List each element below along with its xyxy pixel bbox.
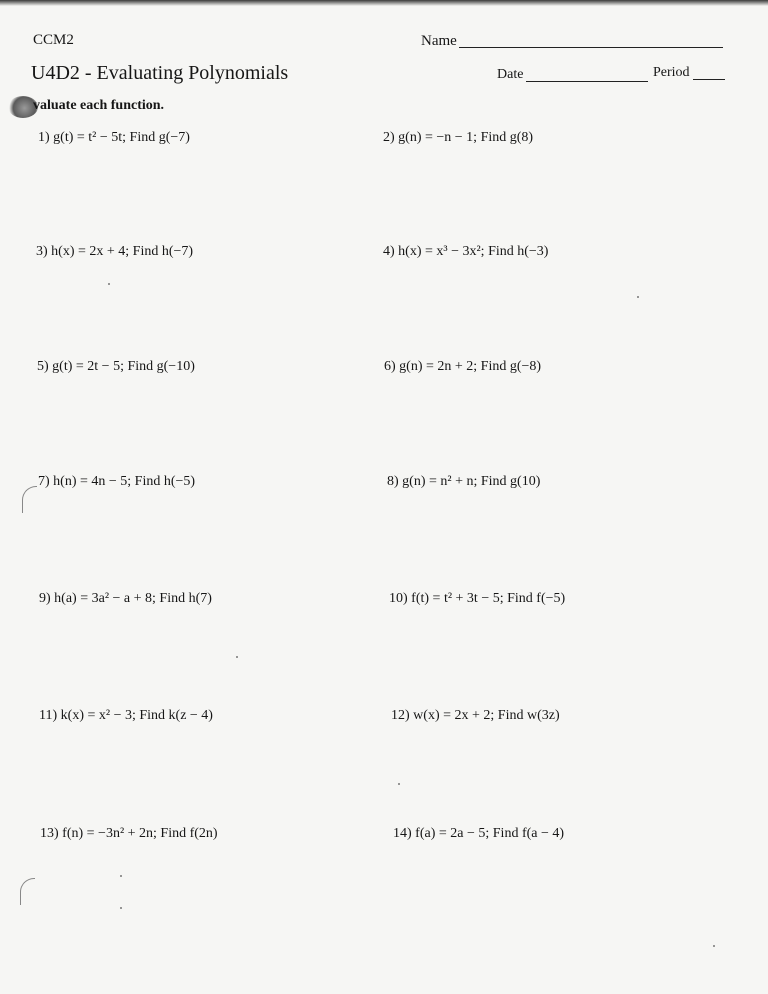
problem-number: 11) — [39, 708, 58, 723]
problem-text: g(t) = t² − 5t; Find g(−7) — [53, 130, 190, 145]
problem-14 — [393, 826, 564, 842]
problem-number: 10) — [389, 591, 408, 606]
problem-2 — [383, 130, 533, 146]
speck — [120, 907, 122, 909]
problem-1 — [38, 130, 190, 146]
problem-text: h(x) = 2x + 4; Find h(−7) — [51, 244, 194, 259]
problem-5 — [37, 359, 195, 375]
speck — [236, 656, 238, 658]
speck — [398, 783, 400, 785]
problem-text: f(n) = −3n² + 2n; Find f(2n) — [62, 826, 218, 841]
instructions: valuate each function. — [33, 98, 165, 113]
problem-7 — [38, 474, 195, 490]
worksheet-title: U4D2 - Evaluating Polynomials — [31, 62, 289, 84]
problem-text: h(a) = 3a² − a + 8; Find h(7) — [54, 591, 212, 606]
problem-text: g(n) = n² + n; Find g(10) — [402, 474, 541, 489]
speck — [120, 875, 122, 877]
problem-number: 8) — [387, 474, 399, 489]
problem-text: g(n) = −n − 1; Find g(8) — [398, 130, 534, 145]
problem-number: 5) — [37, 359, 49, 374]
problem-text: h(n) = 4n − 5; Find h(−5) — [53, 474, 196, 489]
problem-number: 4) — [383, 244, 395, 259]
speck — [713, 945, 715, 947]
problem-number: 13) — [40, 826, 59, 841]
problem-number: 12) — [391, 708, 410, 723]
name-label: Name — [421, 33, 457, 49]
problem-number: 9) — [39, 591, 51, 606]
problem-number: 14) — [393, 826, 412, 841]
problem-text: w(x) = 2x + 2; Find w(3z) — [413, 708, 560, 723]
problem-text: k(x) = x² − 3; Find k(z − 4) — [60, 708, 213, 723]
problem-number: 3) — [36, 244, 48, 259]
speck — [108, 283, 110, 285]
date-label: Date — [497, 67, 524, 82]
problem-text: g(n) = 2n + 2; Find g(−8) — [399, 359, 542, 374]
problem-text: f(t) = t² + 3t − 5; Find f(−5) — [411, 591, 566, 606]
problem-6 — [384, 359, 541, 375]
period-label: Period — [653, 65, 690, 80]
problem-number: 1) — [38, 130, 50, 145]
name-field[interactable] — [459, 47, 723, 48]
problem-number: 7) — [38, 474, 50, 489]
speck — [637, 296, 639, 298]
problem-text: f(a) = 2a − 5; Find f(a − 4) — [415, 826, 565, 841]
problem-9 — [39, 591, 212, 607]
pencil-mark — [20, 878, 35, 905]
problem-10 — [389, 591, 565, 607]
problem-12 — [391, 708, 560, 724]
period-field[interactable] — [693, 79, 725, 80]
problem-text: g(t) = 2t − 5; Find g(−10) — [52, 359, 195, 374]
problem-8 — [387, 474, 540, 490]
problem-11 — [39, 708, 213, 724]
course-code: CCM2 — [33, 32, 74, 48]
date-field[interactable] — [526, 81, 648, 82]
problem-3 — [36, 244, 193, 260]
problem-4 — [383, 244, 548, 260]
pencil-mark — [22, 486, 37, 513]
problem-text: h(x) = x³ − 3x²; Find h(−3) — [398, 244, 549, 259]
problem-number: 6) — [384, 359, 396, 374]
problem-13 — [40, 826, 218, 842]
problem-number: 2) — [383, 130, 395, 145]
page-top-edge — [0, 0, 768, 6]
